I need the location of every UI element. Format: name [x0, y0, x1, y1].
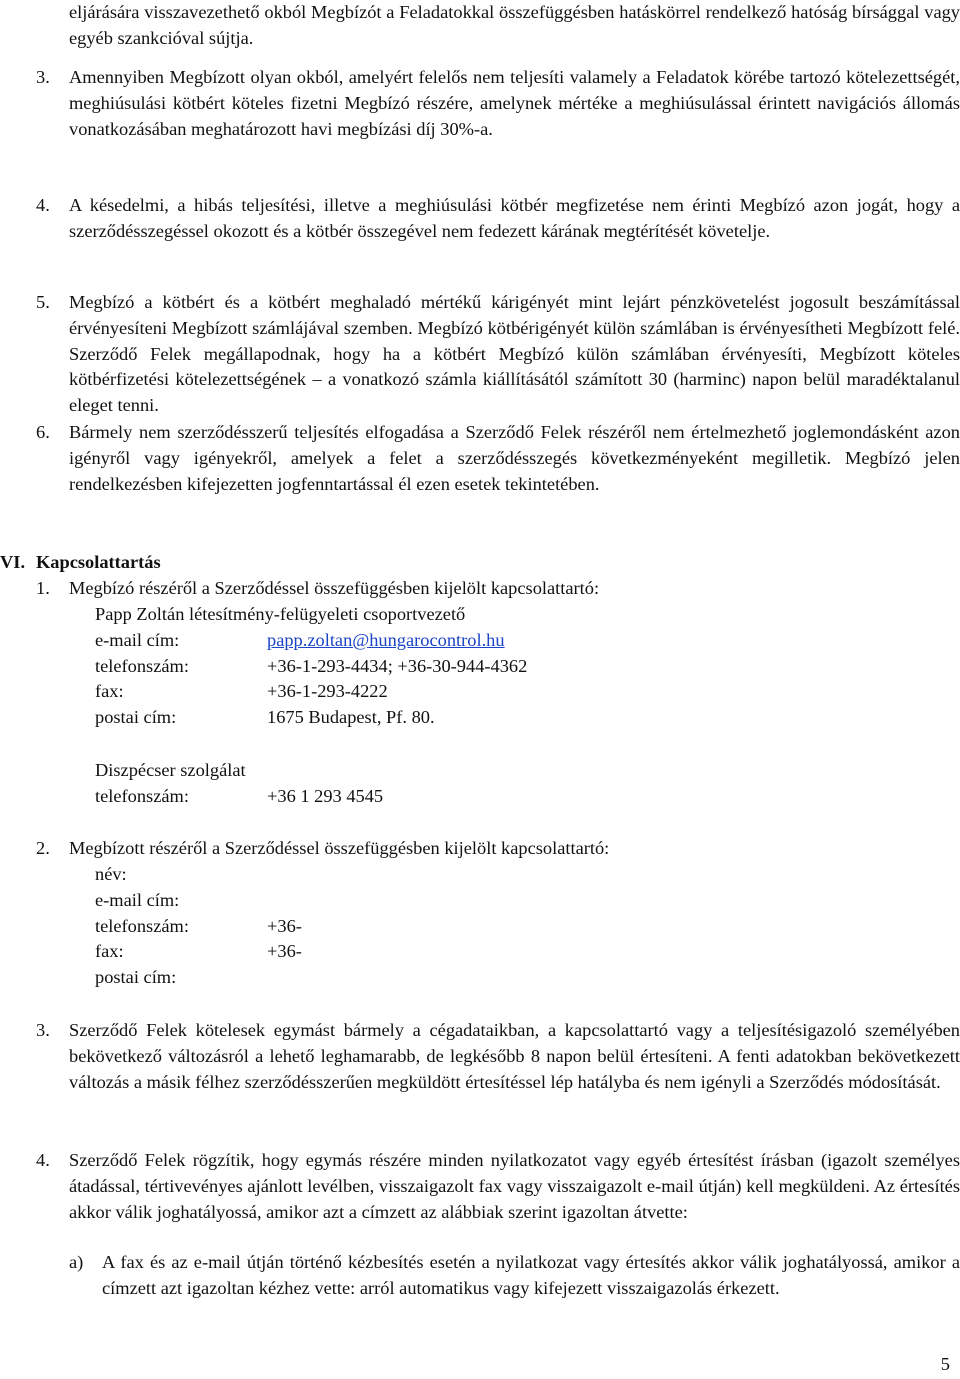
- contact-fax-row: [95, 679, 795, 705]
- clause-number: 6.: [36, 422, 50, 442]
- field-label: telefonszám:: [95, 915, 189, 936]
- continuation-paragraph: [36, 0, 960, 52]
- field-label: telefonszám:: [95, 655, 189, 676]
- contact-clause-4: [36, 1148, 960, 1225]
- contact-email-row: [95, 628, 795, 654]
- field-value: +36-1-293-4222: [267, 681, 388, 702]
- clause-3: [36, 65, 960, 142]
- contact-block-client: [95, 602, 795, 731]
- field-label: fax:: [95, 941, 124, 962]
- section-title: Kapcsolattartás: [36, 552, 161, 572]
- field-label: fax:: [95, 681, 124, 702]
- field-label: e-mail cím:: [95, 629, 180, 650]
- subclause-a: [69, 1250, 960, 1302]
- dispatcher-phone-row: [95, 784, 795, 810]
- field-label: postai cím:: [95, 967, 177, 988]
- contact-phone-row: [95, 654, 795, 680]
- section-number: VI.: [0, 552, 26, 572]
- field-value: +36-: [267, 915, 302, 936]
- clause-number: 3.: [36, 1020, 50, 1040]
- contact-fax-row: [95, 939, 795, 965]
- page-number: 5: [940, 1354, 950, 1374]
- clause-text: Megbízó részéről a Szerződéssel összefüggésben kijelölt kapcsolattartó:: [69, 578, 600, 598]
- clause-6: [36, 420, 960, 497]
- clause-text: Megbízott részéről a Szerződéssel összefüggésben kijelölt kapcsolattartó:: [69, 838, 610, 858]
- clause-text: A fax és az e-mail útján történő kézbesítés esetén a nyilatkozat vagy értesítés akkor válik joghatályossá, amikor a címzett azt igazoltan kézhez vette: arról automatikus vagy kifejezett visszaigazolás érkezett.: [102, 1252, 960, 1298]
- contact-post-row: [95, 965, 795, 991]
- field-label: postai cím:: [95, 707, 177, 728]
- clause-number: 4.: [36, 195, 50, 215]
- clause-number: a): [69, 1252, 84, 1272]
- clause-number: 2.: [36, 838, 50, 858]
- clause-text: A késedelmi, a hibás teljesítési, illetve a meghiúsulási kötbér megfizetése nem érinti Megbízó azon jogát, hogy a szerződésszegéssel okozott és a kötbér összegével nem fedezett kárának megtérítését követelje.: [69, 195, 960, 241]
- clause-number: 4.: [36, 1150, 50, 1170]
- contact-clause-2: [36, 836, 960, 862]
- clause-5: [36, 290, 960, 419]
- clause-number: 1.: [36, 578, 50, 598]
- contact-block-contractor: [95, 862, 795, 991]
- clause-number: 5.: [36, 292, 50, 312]
- contact-name-row: [95, 862, 795, 888]
- dispatcher-title: Diszpécser szolgálat: [95, 760, 246, 780]
- field-value: +36-: [267, 941, 302, 962]
- clause-number: 3.: [36, 67, 50, 87]
- section-heading: [0, 550, 161, 576]
- contact-phone-row: [95, 914, 795, 940]
- paragraph-text: eljárására visszavezethető okból Megbízót a Feladatokkal összefüggésben hatáskörrel rendelkező hatóság bírsággal vagy egyéb szankcióval sújtja.: [69, 2, 960, 48]
- dispatcher-block: [95, 758, 795, 810]
- contact-email-row: [95, 888, 795, 914]
- contact-post-row: [95, 705, 795, 731]
- field-value: +36 1 293 4545: [267, 785, 384, 806]
- field-value: +36-1-293-4434; +36-30-944-4362: [267, 655, 528, 676]
- field-label: e-mail cím:: [95, 889, 180, 910]
- clause-text: Szerződő Felek kötelesek egymást bármely a cégadataikban, a kapcsolattartó vagy a teljesítésigazoló személyében bekövetkező változásról a lehető leghamarabb, de legkésőbb 8 napon belül értesíteni. A fenti adatokban bekövetkezett változás a másik félhez szerződésszerűen megküldött értesítéssel lép hatályba és nem igényli a Szerződés módosítását.: [69, 1020, 960, 1092]
- field-label: telefonszám:: [95, 785, 189, 806]
- clause-text: Megbízó a kötbért és a kötbért meghaladó mértékű kárigényét mint lejárt pénzkövetelést jogosult beszámítással érvényesíteni Megbízott számlájával szemben. Megbízó kötbérigényét külön számlában is érvényesítheti Megbízott felé. Szerződő Felek megállapodnak, hogy ha a kötbért Megbízó külön számlában érvényesíti, Megbízott köteles kötbérfizetési kötelezettségének – a vonatkozó számla kiállításától számított 30 (harminc) napon belül maradéktalanul eleget tenni.: [69, 292, 960, 416]
- contact-clause-1: [36, 576, 960, 602]
- contact-name: Papp Zoltán létesítmény-felügyeleti csoportvezető: [95, 604, 466, 624]
- email-link[interactable]: papp.zoltan@hungarocontrol.hu: [267, 629, 505, 650]
- clause-4: [36, 193, 960, 245]
- clause-text: Bármely nem szerződésszerű teljesítés elfogadása a Szerződő Felek részéről nem értelmezhető joglemondásként azon igényről vagy igényekről, amelyek a felet a szerződésszegés következményeként megilletik. Megbízó jelen rendelkezésben kifejezetten jogfenntartással él ezen esetek tekintetében.: [69, 422, 960, 494]
- clause-text: Amennyiben Megbízott olyan okból, amelyért felelős nem teljesíti valamely a Feladatok körébe tartozó kötelezettségét, meghiúsulási kötbért köteles fizetni Megbízó részére, amelynek mértéke a meghiúsulással érintett navigációs állomás vonatkozásában meghatározott havi megbízási díj 30%-a.: [69, 67, 960, 139]
- contact-clause-3: [36, 1018, 960, 1095]
- field-value: 1675 Budapest, Pf. 80.: [267, 707, 435, 728]
- field-label: név:: [95, 864, 127, 884]
- clause-text: Szerződő Felek rögzítik, hogy egymás részére minden nyilatkozatot vagy egyéb értesítést írásban (igazolt személyes átadással, tértivevényes ajánlott levélben, visszaigazolt fax vagy visszaigazolt e-mail útján) kell megküldeni. Az értesítés akkor válik joghatályossá, amikor azt a címzett az alábbiak szerint igazoltan átvette:: [69, 1150, 960, 1222]
